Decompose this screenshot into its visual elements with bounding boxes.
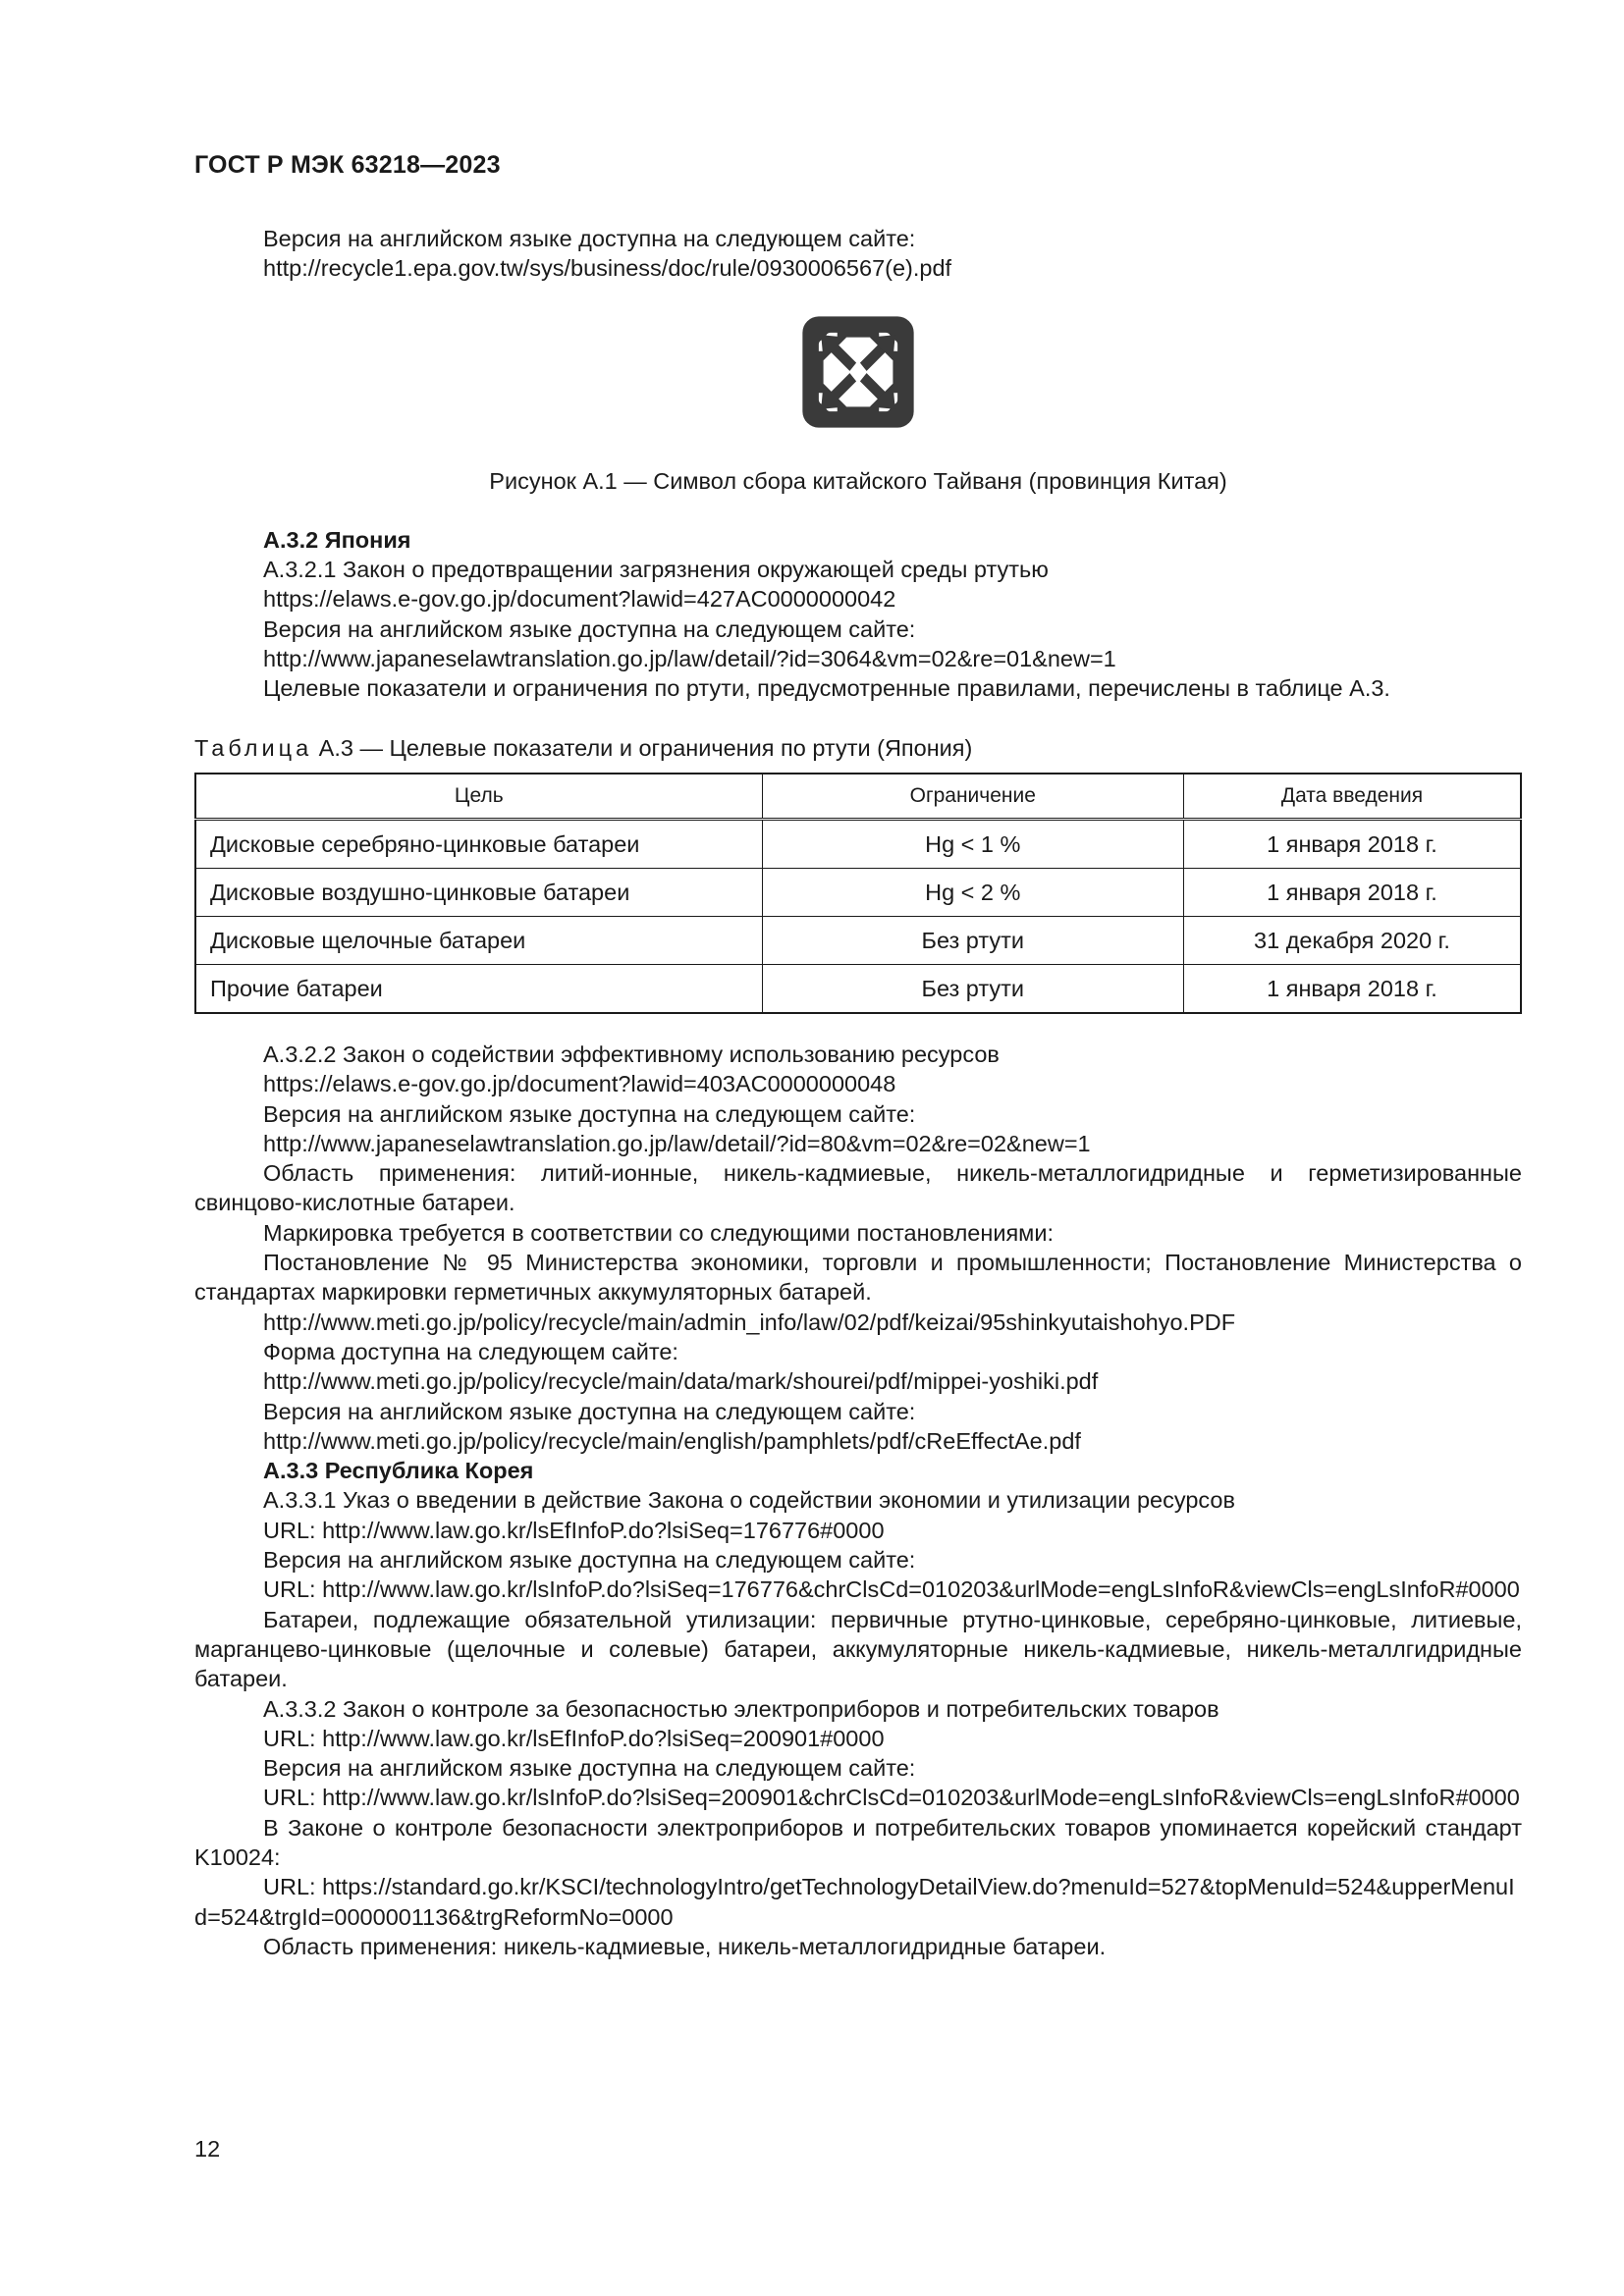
table-cell: 1 января 2018 г. (1183, 868, 1521, 916)
table-header-row (195, 774, 1521, 820)
table-header-cell: Ограничение (762, 774, 1183, 820)
korea-paragraph: Батареи, подлежащие обязательной утилизации: первичные ртутно-цинковые, серебряно-цинковые, литиевые, марганцево-цинковые (щелочные и солевые) батареи, аккумуляторные никель-кадмиевые, никель-металлгидридные батареи. (194, 1606, 1522, 1692)
page-content (194, 224, 1522, 1961)
page-number: 12 (194, 2136, 221, 2162)
korea-url: URL: https://standard.go.kr/KSCI/technologyIntro/getTechnologyDetailView.do?menuId=527&topMenuId=524&upperMenuId=524&trgId=0000001136&trgReformNo=0000 (194, 1874, 1515, 1930)
japan-line: Целевые показатели и ограничения по ртути, предусмотренные правилами, перечислены в таблице А.3. (263, 675, 1390, 702)
japan-line: А.3.2.1 Закон о предотвращении загрязнения окружающей среды ртутью (263, 557, 1049, 583)
japan2-paragraph: Область применения: литий-ионные, никель-кадмиевые, никель-металлогидридные и герметизированные свинцово-кислотные батареи. (194, 1160, 1522, 1216)
table-cell: Дисковые серебряно-цинковые батареи (195, 819, 762, 868)
korea-url: URL: http://www.law.go.kr/lsEfInfoP.do?lsiSeq=200901#0000 (263, 1725, 885, 1751)
table-cell: Hg < 1 % (762, 819, 1183, 868)
korea-line: А.3.3.1 Указ о введении в действие Закона о содействии экономии и утилизации ресурсов (263, 1487, 1235, 1514)
korea-url: URL: http://www.law.go.kr/lsEfInfoP.do?lsiSeq=176776#0000 (263, 1517, 885, 1543)
taiwan-recycling-collection-symbol-icon (800, 314, 916, 430)
table-cell: Без ртути (762, 964, 1183, 1013)
table-cell: Дисковые щелочные батареи (195, 916, 762, 964)
korea-line: А.3.3.2 Закон о контроле за безопасностью электроприборов и потребительских товаров (263, 1695, 1219, 1722)
mercury-limits-table (194, 773, 1522, 1014)
intro-text: Версия на английском языке доступна на следующем сайте: (263, 226, 916, 251)
japan2-url: http://www.japaneselawtranslation.go.jp/law/detail/?id=80&vm=02&re=02&new=1 (263, 1130, 1091, 1156)
japan2-line: Форма доступна на следующем сайте: (263, 1338, 678, 1364)
korea-line: Версия на английском языке доступна на следующем сайте: (263, 1547, 916, 1574)
intro-url: http://recycle1.epa.gov.tw/sys/business/doc/rule/0930006567(e).pdf (263, 255, 952, 282)
korea-url: URL: http://www.law.go.kr/lsInfoP.do?lsiSeq=200901&chrClsCd=010203&urlMode=engLsInfoR&viewCls=engLsInfoR#0000 (263, 1785, 1520, 1811)
figure-caption: Рисунок А.1 — Символ сбора китайского Тайваня (провинция Китая) (489, 467, 1227, 494)
table-row (195, 868, 1521, 916)
japan2-url: http://www.meti.go.jp/policy/recycle/main/english/pamphlets/pdf/cReEffectAe.pdf (263, 1427, 1081, 1454)
japan-url: https://elaws.e-gov.go.jp/document?lawid=427AC0000000042 (263, 586, 896, 613)
table-cell: Прочие батареи (195, 964, 762, 1013)
japan2-line: А.3.2.2 Закон о содействии эффективному использованию ресурсов (263, 1041, 1000, 1067)
table-header-cell: Цель (195, 774, 762, 820)
japan2-line: Версия на английском языке доступна на следующем сайте: (263, 1398, 916, 1424)
korea-line: Версия на английском языке доступна на следующем сайте: (263, 1755, 916, 1782)
document-code-header: ГОСТ Р МЭК 63218—2023 (194, 151, 501, 179)
section-heading-japan: А.3.2 Япония (263, 526, 411, 553)
table-row (195, 819, 1521, 868)
japan2-url: https://elaws.e-gov.go.jp/document?lawid=403AC0000000048 (263, 1071, 896, 1097)
table-row (195, 916, 1521, 964)
table-cell: 1 января 2018 г. (1183, 819, 1521, 868)
table-cell: 31 декабря 2020 г. (1183, 916, 1521, 964)
table-cell: Дисковые воздушно-цинковые батареи (195, 868, 762, 916)
japan2-line: Маркировка требуется в соответствии со следующими постановлениями: (263, 1219, 1054, 1246)
korea-line: Область применения: никель-кадмиевые, никель-металлогидридные батареи. (263, 1933, 1107, 1959)
table-row (195, 964, 1521, 1013)
table-caption-prefix: Таблица (194, 734, 313, 761)
japan2-url: http://www.meti.go.jp/policy/recycle/main/data/mark/shourei/pdf/mippei-yoshiki.pdf (263, 1368, 1099, 1395)
korea-url: URL: http://www.law.go.kr/lsInfoP.do?lsiSeq=176776&chrClsCd=010203&urlMode=engLsInfoR&viewCls=engLsInfoR#0000 (263, 1576, 1520, 1603)
table-header-cell: Дата введения (1183, 774, 1521, 820)
section-heading-korea: А.3.3 Республика Корея (263, 1458, 534, 1484)
japan2-paragraph: Постановление № 95 Министерства экономики, торговли и промышленности; Постановление Министерства о стандартах маркировки герметичных аккумуляторных батарей. (194, 1250, 1522, 1306)
japan2-line: Версия на английском языке доступна на следующем сайте: (263, 1100, 916, 1127)
japan-url: http://www.japaneselawtranslation.go.jp/law/detail/?id=3064&vm=02&re=01&new=1 (263, 646, 1116, 672)
japan2-url: http://www.meti.go.jp/policy/recycle/main/admin_info/law/02/pdf/keizai/95shinkyutaishohyo.PDF (263, 1308, 1236, 1335)
korea-paragraph: В Законе о контроле безопасности электроприборов и потребительских товаров упоминается корейский стандарт K10024: (194, 1814, 1522, 1870)
figure-a1 (194, 297, 1522, 447)
table-cell: Hg < 2 % (762, 868, 1183, 916)
table-caption-rest: А.3 — Целевые показатели и ограничения по ртути (Япония) (312, 734, 973, 761)
table-cell: 1 января 2018 г. (1183, 964, 1521, 1013)
table-cell: Без ртути (762, 916, 1183, 964)
table-caption (194, 733, 1522, 763)
japan-line: Версия на английском языке доступна на следующем сайте: (263, 615, 916, 642)
